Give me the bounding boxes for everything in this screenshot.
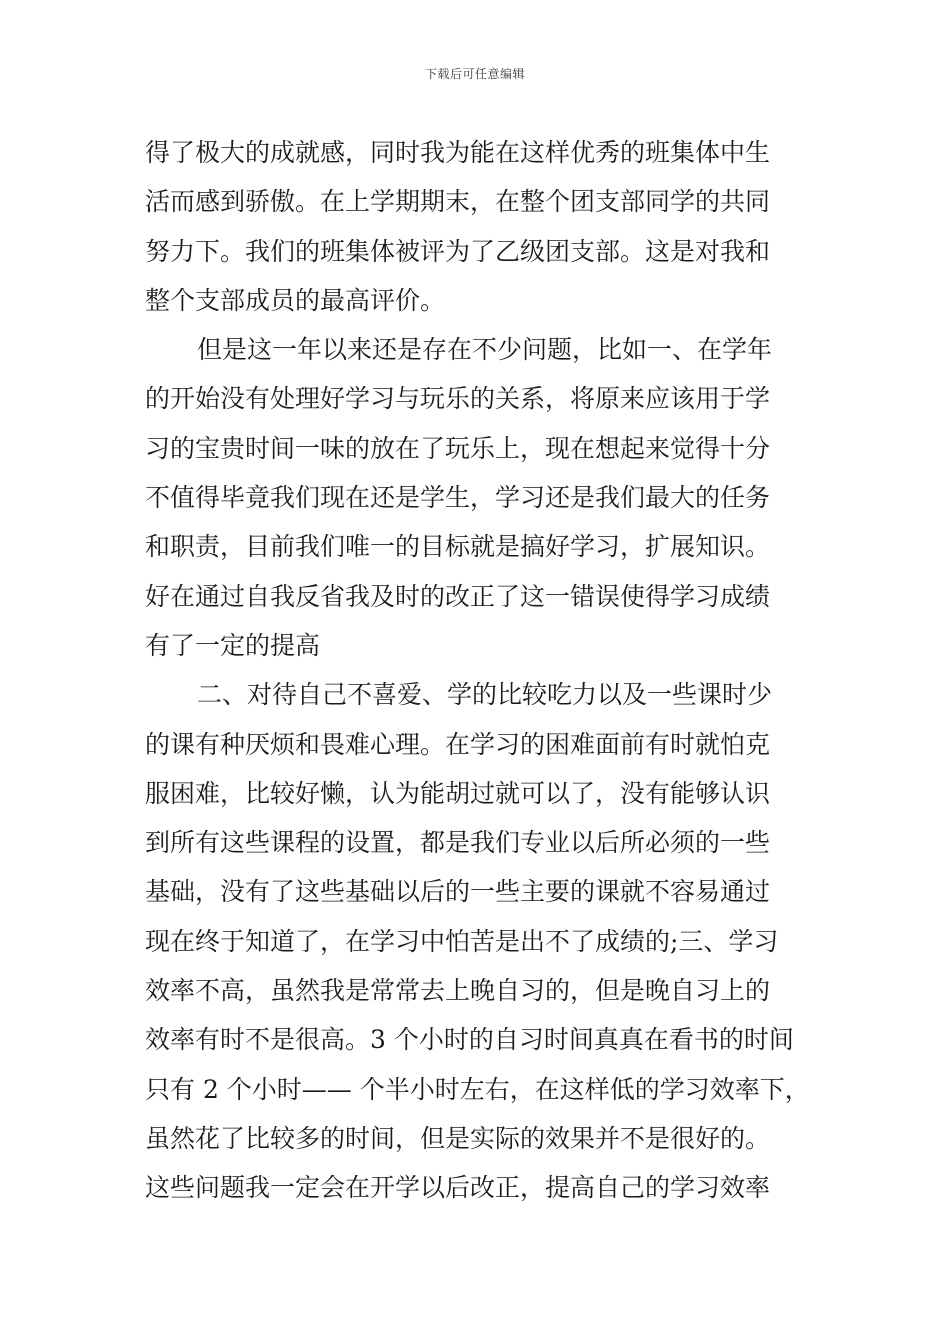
text-line: 得了极大的成就感，同时我为能在这样优秀的班集体中生 xyxy=(145,138,771,167)
page-header: 下载后可任意编辑 xyxy=(424,67,525,81)
document-body xyxy=(145,128,815,1213)
text-line: 效率有时不是很高。3 个小时的自习时间真真在看书的时间 xyxy=(145,1025,794,1055)
text-line: 虽然花了比较多的时间，但是实际的效果并不是很好的。 xyxy=(145,1123,771,1153)
text-line: 基础，没有了这些基础以后的一些主要的课就不容易通过 xyxy=(145,877,771,907)
text-line: 这些问题我一定会在开学以后改正，提高自己的学习效率 xyxy=(145,1173,771,1203)
text-line: 习的宝贵时间一味的放在了玩乐上，现在想起来觉得十分 xyxy=(145,433,771,463)
paragraph-start-line: 二、对待自己不喜爱、学的比较吃力以及一些课时少 xyxy=(197,680,773,710)
text-line: 有了一定的提高 xyxy=(145,630,321,660)
text-line: 现在终于知道了，在学习中怕苦是出不了成绩的;三、学习 xyxy=(145,926,779,956)
text-line: 服困难，比较好懒，认为能胡过就可以了，没有能够认识 xyxy=(145,778,771,808)
paragraph-start-line: 但是这一年以来还是存在不少问题，比如一、在学年 xyxy=(197,335,773,365)
text-line: 努力下。我们的班集体被评为了乙级团支部。这是对我和 xyxy=(145,236,771,266)
text-line: 的开始没有处理好学习与玩乐的关系，将原来应该用于学 xyxy=(145,384,771,414)
text-line: 活而感到骄傲。在上学期期末，在整个团支部同学的共同 xyxy=(145,187,771,217)
text-line: 到所有这些课程的设置，都是我们专业以后所必须的一些 xyxy=(145,828,771,858)
text-line: 整个支部成员的最高评价。 xyxy=(145,285,446,315)
text-line: 的课有种厌烦和畏难心理。在学习的困难面前有时就怕克 xyxy=(145,729,771,759)
text-line: 不值得毕竟我们现在还是学生，学习还是我们最大的任务 xyxy=(145,483,771,513)
text-line: 和职责，目前我们唯一的目标就是搞好学习，扩展知识。 xyxy=(145,532,771,562)
text-line: 只有 2 个小时—— 个半小时左右，在这样低的学习效率下， xyxy=(145,1074,810,1104)
text-line: 好在通过自我反省我及时的改正了这一错误使得学习成绩 xyxy=(145,581,771,611)
text-line: 效率不高，虽然我是常常去上晚自习的，但是晚自习上的 xyxy=(145,976,771,1006)
